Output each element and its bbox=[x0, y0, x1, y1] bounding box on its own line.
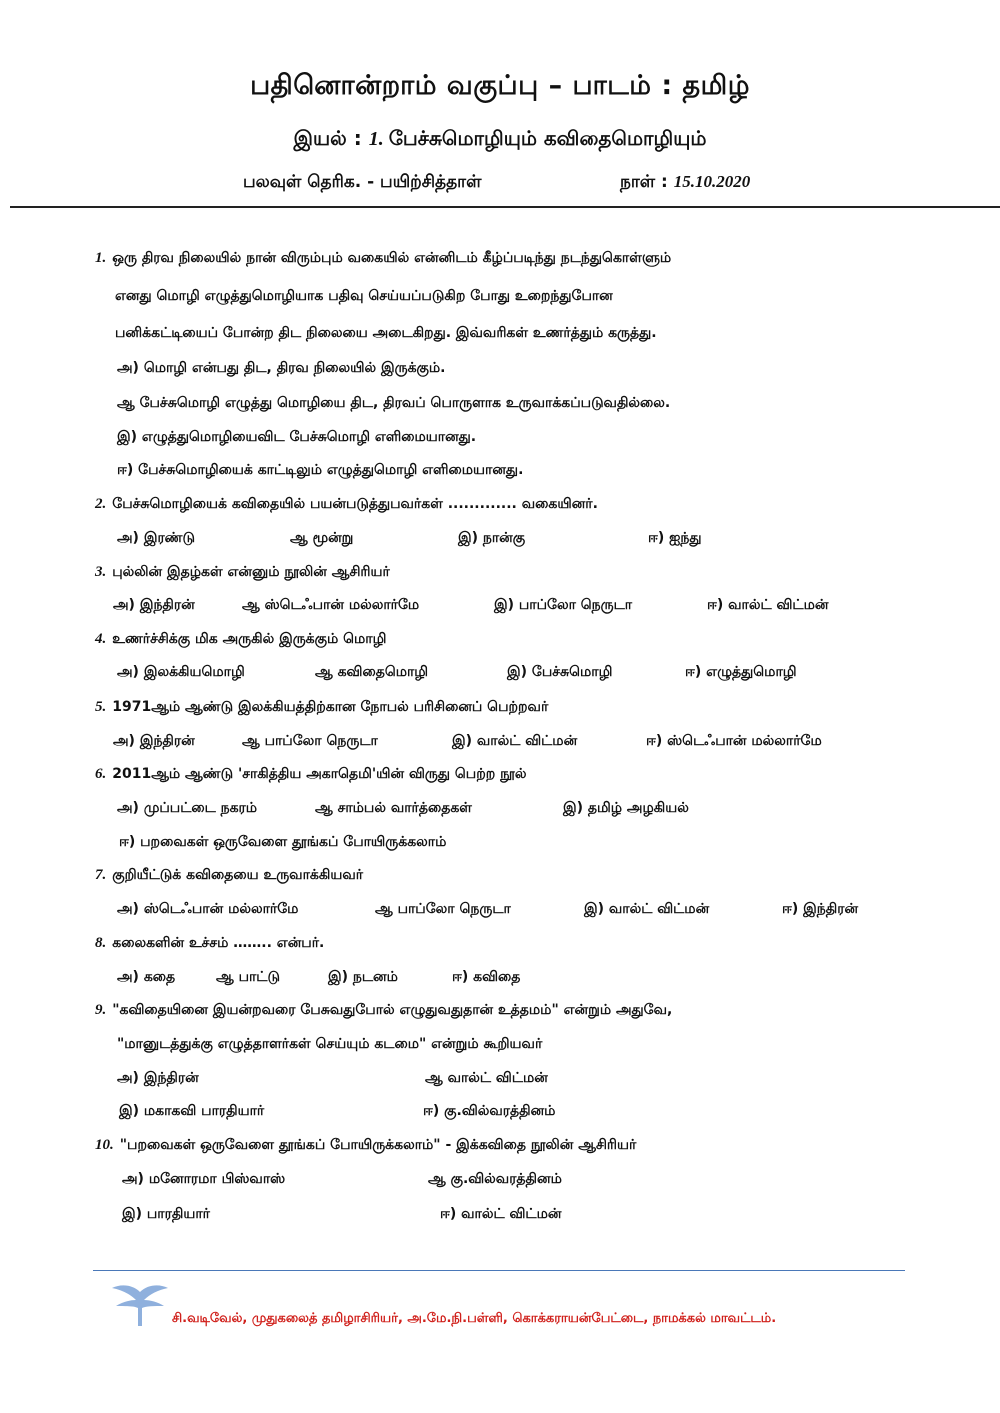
subtitle-prefix: இயல் : bbox=[293, 126, 369, 150]
question-text: "பறவைகள் ஒருவேளை தூங்கப் போயிருக்கலாம்" - இக்கவிதை நூலின் ஆசிரியர் bbox=[119, 1137, 637, 1153]
option-d[interactable]: ஈ) வால்ட் விட்மன் bbox=[707, 597, 829, 613]
question-number: 1. bbox=[95, 250, 107, 266]
option-d[interactable]: ஈ) ஸ்டெஃபான் மல்லார்மே bbox=[646, 733, 822, 749]
question-text: 1971ஆம் ஆண்டு இலக்கியத்திற்கான நோபல் பரிசினைப் பெற்றவர் bbox=[112, 699, 549, 715]
option-c[interactable]: இ) வால்ட் விட்மன் bbox=[452, 733, 578, 749]
question-number: 4. bbox=[95, 631, 107, 647]
option-d[interactable]: ஈ) பேச்சுமொழியைக் காட்டிலும் எழுத்துமொழி எளிமையானது. bbox=[117, 462, 524, 478]
date-label: நாள் : bbox=[620, 172, 674, 192]
option-c[interactable]: இ) தமிழ் அழகியல் bbox=[563, 800, 689, 816]
question-6 bbox=[95, 766, 526, 784]
option-c[interactable]: இ) பாரதியார் bbox=[122, 1206, 210, 1222]
option-d[interactable]: ஈ) பறவைகள் ஒருவேளை தூங்கப் போயிருக்கலாம் bbox=[119, 834, 447, 850]
option-a[interactable]: அ) இந்திரன் bbox=[113, 597, 195, 613]
option-b[interactable]: ஆ வால்ட் விட்மன் bbox=[425, 1070, 548, 1086]
question-number: 9. bbox=[95, 1002, 107, 1018]
question-number: 10. bbox=[95, 1137, 114, 1153]
option-c[interactable]: இ) எழுத்துமொழியைவிட பேச்சுமொழி எளிமையானது. bbox=[117, 429, 477, 445]
question-5 bbox=[95, 699, 548, 717]
question-text: கலைகளின் உச்சம் …….. என்பர். bbox=[112, 935, 325, 951]
option-b[interactable]: ஆ சாம்பல் வார்த்தைகள் bbox=[315, 800, 472, 816]
question-number: 8. bbox=[95, 935, 107, 951]
option-b[interactable]: ஆ மூன்று bbox=[290, 530, 354, 546]
question-text-line: ஒரு திரவ நிலையில் நான் விரும்பும் வகையில் என்னிடம் கீழ்ப்படிந்து நடந்துகொள்ளும் bbox=[112, 250, 672, 266]
option-c[interactable]: இ) நான்கு bbox=[458, 530, 526, 546]
question-text-line: பனிக்கட்டியைப் போன்ற திட நிலையை அடைகிறது. இவ்வரிகள் உணர்த்தும் கருத்து. bbox=[115, 325, 657, 341]
option-d[interactable]: ஈ) கவிதை bbox=[452, 969, 521, 985]
question-number: 6. bbox=[95, 766, 107, 782]
question-10 bbox=[95, 1137, 636, 1155]
option-d[interactable]: ஈ) எழுத்துமொழி bbox=[685, 664, 797, 680]
option-a[interactable]: அ) இந்திரன் bbox=[117, 1070, 199, 1086]
header-divider bbox=[10, 206, 1000, 208]
author-credit: சி.வடிவேல், முதுகலைத் தமிழாசிரியர், அ.மே.நி.பள்ளி, கொக்கராயன்பேட்டை, நாமக்கல் மாவட்டம். bbox=[172, 1311, 777, 1326]
question-8 bbox=[95, 935, 324, 953]
option-a[interactable]: அ) ஸ்டெஃபான் மல்லார்மே bbox=[117, 901, 299, 917]
option-c[interactable]: இ) பாப்லோ நெருடா bbox=[494, 597, 633, 613]
question-4 bbox=[95, 631, 386, 649]
option-b[interactable]: ஆ கவிதைமொழி bbox=[315, 664, 429, 680]
question-2 bbox=[95, 496, 598, 514]
option-a[interactable]: அ) மொழி என்பது திட, திரவ நிலையில் இருக்கும். bbox=[117, 360, 446, 376]
question-number: 3. bbox=[95, 564, 107, 580]
question-text: குறியீட்டுக் கவிதையை உருவாக்கியவர் bbox=[112, 867, 364, 883]
date-value: 15.10.2020 bbox=[673, 172, 751, 191]
worksheet-title: பதினொன்றாம் வகுப்பு – பாடம் : தமிழ் bbox=[250, 70, 750, 101]
option-b[interactable]: ஆ ஸ்டெஃபான் மல்லார்மே bbox=[242, 597, 420, 613]
option-a[interactable]: அ) கதை bbox=[117, 969, 176, 985]
question-number: 5. bbox=[95, 699, 107, 715]
subtitle-number: 1. bbox=[368, 128, 389, 150]
option-b[interactable]: ஆ பாப்லோ நெருடா bbox=[242, 733, 378, 749]
option-c[interactable]: இ) பேச்சுமொழி bbox=[507, 664, 613, 680]
option-a[interactable]: அ) இலக்கியமொழி bbox=[117, 664, 245, 680]
footer-divider bbox=[93, 1270, 905, 1271]
option-a[interactable]: அ) இந்திரன் bbox=[113, 733, 195, 749]
option-d[interactable]: ஈ) இந்திரன் bbox=[782, 901, 859, 917]
test-type: பலவுள் தெரிக. - பயிற்சித்தாள் bbox=[243, 172, 482, 192]
question-7 bbox=[95, 867, 363, 885]
question-number: 7. bbox=[95, 867, 107, 883]
subtitle-text: பேச்சுமொழியும் கவிதைமொழியும் bbox=[388, 126, 707, 150]
option-a[interactable]: அ) இரண்டு bbox=[117, 530, 195, 546]
bird-logo-icon bbox=[110, 1282, 170, 1328]
question-1 bbox=[95, 250, 671, 268]
option-b[interactable]: ஆ கு.வில்வரத்தினம் bbox=[428, 1171, 562, 1187]
option-c[interactable]: இ) நடனம் bbox=[328, 969, 398, 985]
question-text: உணர்ச்சிக்கு மிக அருகில் இருக்கும் மொழி bbox=[112, 631, 387, 647]
option-d[interactable]: ஈ) கு.வில்வரத்தினம் bbox=[423, 1103, 556, 1119]
date-label-group bbox=[620, 172, 750, 194]
option-b[interactable]: ஆ பாப்லோ நெருடா bbox=[375, 901, 511, 917]
option-b[interactable]: ஆ பாட்டு bbox=[216, 969, 280, 985]
option-c[interactable]: இ) வால்ட் விட்மன் bbox=[584, 901, 710, 917]
question-text: புல்லின் இதழ்கள் என்னும் நூலின் ஆசிரியர் bbox=[112, 564, 390, 580]
option-d[interactable]: ஈ) ஐந்து bbox=[648, 530, 702, 546]
question-number: 2. bbox=[95, 496, 107, 512]
question-text-line: "கவிதையினை இயன்றவரை பேசுவதுபோல் எழுதுவதுதான் உத்தமம்" என்றும் அதுவே, bbox=[112, 1002, 673, 1018]
question-text: பேச்சுமொழியைக் கவிதையில் பயன்படுத்துபவர்கள் ............. வகையினர். bbox=[112, 496, 598, 512]
question-text: 2011ஆம் ஆண்டு 'சாகித்திய அகாதெமி'யின் விருது பெற்ற நூல் bbox=[112, 766, 527, 782]
question-9 bbox=[95, 1002, 672, 1020]
option-a[interactable]: அ) முப்பட்டை நகரம் bbox=[117, 800, 258, 816]
question-text-line: எனது மொழி எழுத்துமொழியாக பதிவு செய்யப்படுகிற போது உறைந்துபோன bbox=[115, 288, 613, 304]
question-3 bbox=[95, 564, 390, 582]
option-d[interactable]: ஈ) வால்ட் விட்மன் bbox=[440, 1206, 562, 1222]
option-b[interactable]: ஆ பேச்சுமொழி எழுத்து மொழியை திட, திரவப் பொருளாக உருவாக்கப்படுவதில்லை. bbox=[117, 395, 671, 411]
option-a[interactable]: அ) மனோரமா பிஸ்வாஸ் bbox=[122, 1171, 286, 1187]
option-c[interactable]: இ) மகாகவி பாரதியார் bbox=[119, 1103, 265, 1119]
question-text-line: "மானுடத்துக்கு எழுத்தாளர்கள் செய்யும் கடமை" என்றும் கூறியவர் bbox=[117, 1036, 543, 1052]
lesson-subtitle bbox=[0, 126, 1000, 153]
